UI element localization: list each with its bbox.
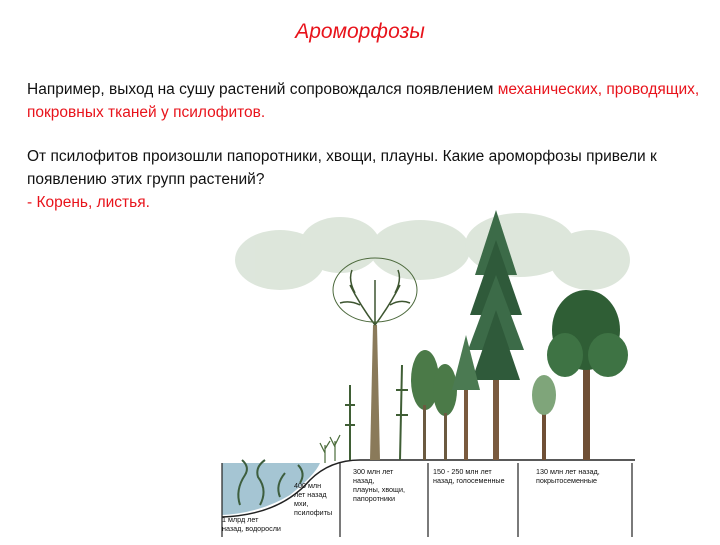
ferns — [411, 350, 457, 460]
era-label-psilophytes: 400 млн лет назад мхи, псилофиты — [294, 481, 333, 517]
lycopsid-tree — [333, 258, 417, 460]
angiosperm-trees — [532, 290, 628, 460]
intro-text: Например, выход на сушу растений сопровождался появлением — [27, 81, 498, 98]
era-label-angiosperms: 130 млн лет назад, покрытосеменные — [536, 467, 600, 485]
background-forest — [235, 213, 630, 290]
answer-text: - Корень, листья. — [27, 194, 150, 211]
psilophytes — [320, 435, 340, 463]
question-paragraph — [27, 145, 707, 214]
intro-highlight: механических, проводящих, покровных тканей у псилофитов. — [27, 81, 700, 121]
evolution-drawing — [220, 205, 635, 540]
era-label-gymnosperms: 150 - 250 млн лет назад, голосеменные — [433, 467, 505, 485]
intro-paragraph — [27, 78, 707, 124]
era-label-algae: 1 млрд лет назад, водоросли — [222, 515, 281, 533]
plant-evolution-illustration — [220, 205, 635, 540]
slide-title: Ароморфозы — [295, 20, 425, 43]
era-label-ferns: 300 млн лет назад, плауны, хвощи, папоротники — [353, 467, 405, 503]
question-text: От псилофитов произошли папоротники, хвощи, плауны. Какие ароморфозы привели к появлению этих групп растений? — [27, 148, 657, 188]
